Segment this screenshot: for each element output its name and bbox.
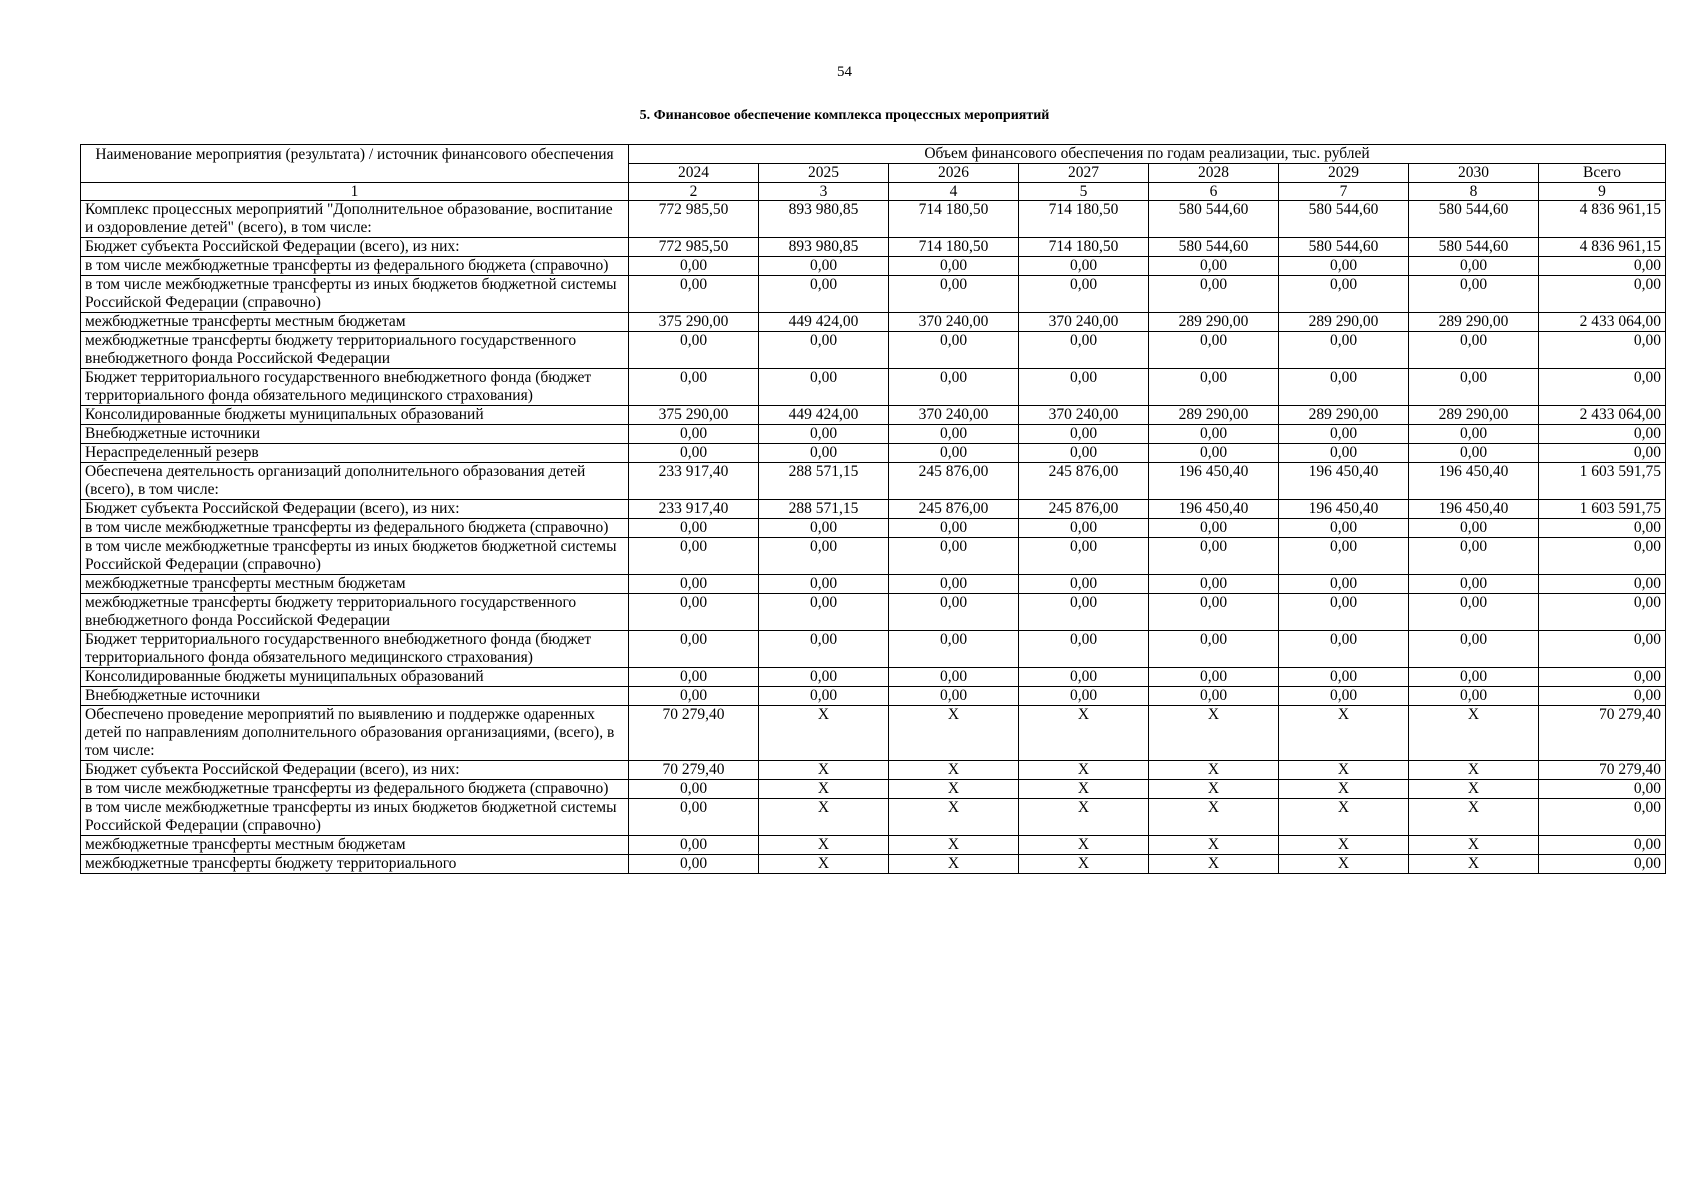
table-row: [81, 687, 1666, 706]
value-cell: 0,00: [1409, 668, 1539, 687]
value-cell: 0,00: [1409, 425, 1539, 444]
value-cell: 0,00: [1019, 594, 1149, 631]
index-cell: 2: [629, 183, 759, 201]
value-cell: X: [1149, 855, 1279, 874]
value-cell: 0,00: [1019, 668, 1149, 687]
total-value-cell: 0,00: [1539, 257, 1666, 276]
value-cell: 245 876,00: [889, 463, 1019, 500]
value-cell: 0,00: [759, 369, 889, 406]
year-header: 2028: [1149, 164, 1279, 183]
row-name-cell: в том числе межбюджетные трансферты из иных бюджетов бюджетной системы Российской Федерации (справочно): [81, 799, 629, 836]
value-cell: 196 450,40: [1149, 500, 1279, 519]
value-cell: 0,00: [759, 519, 889, 538]
value-cell: 0,00: [629, 444, 759, 463]
table-row: [81, 780, 1666, 799]
total-value-cell: 0,00: [1539, 575, 1666, 594]
value-cell: X: [1019, 836, 1149, 855]
row-name-cell: межбюджетные трансферты бюджету территориального: [81, 855, 629, 874]
value-cell: 580 544,60: [1279, 201, 1409, 238]
row-name-cell: межбюджетные трансферты местным бюджетам: [81, 836, 629, 855]
value-cell: 0,00: [1019, 257, 1149, 276]
value-cell: X: [889, 761, 1019, 780]
row-name-cell: Комплекс процессных мероприятий "Дополнительное образование, воспитание и оздоровление детей" (всего), в том числе:: [81, 201, 629, 238]
value-cell: X: [1279, 706, 1409, 761]
value-cell: 0,00: [1149, 444, 1279, 463]
value-cell: X: [1279, 799, 1409, 836]
value-cell: 375 290,00: [629, 313, 759, 332]
value-cell: X: [1019, 706, 1149, 761]
value-cell: X: [1019, 799, 1149, 836]
total-value-cell: 4 836 961,15: [1539, 201, 1666, 238]
total-value-cell: 0,00: [1539, 836, 1666, 855]
value-cell: 289 290,00: [1409, 313, 1539, 332]
value-cell: 0,00: [1149, 425, 1279, 444]
value-cell: 370 240,00: [1019, 406, 1149, 425]
total-value-cell: 70 279,40: [1539, 761, 1666, 780]
value-cell: 0,00: [889, 631, 1019, 668]
value-cell: 0,00: [629, 257, 759, 276]
value-cell: 0,00: [1279, 631, 1409, 668]
value-cell: 0,00: [1279, 594, 1409, 631]
financial-table: [80, 144, 1666, 874]
value-cell: 580 544,60: [1149, 238, 1279, 257]
value-cell: 0,00: [1019, 687, 1149, 706]
table-row: [81, 444, 1666, 463]
table-row: [81, 575, 1666, 594]
total-value-cell: 0,00: [1539, 519, 1666, 538]
value-cell: 0,00: [629, 799, 759, 836]
value-cell: 196 450,40: [1279, 500, 1409, 519]
row-name-cell: Бюджет субъекта Российской Федерации (всего), из них:: [81, 500, 629, 519]
value-cell: X: [1409, 761, 1539, 780]
total-value-cell: 1 603 591,75: [1539, 463, 1666, 500]
value-cell: 0,00: [629, 855, 759, 874]
value-cell: 0,00: [1279, 425, 1409, 444]
value-cell: X: [889, 780, 1019, 799]
value-cell: 580 544,60: [1149, 201, 1279, 238]
value-cell: 196 450,40: [1409, 500, 1539, 519]
value-cell: 0,00: [1149, 594, 1279, 631]
value-cell: X: [1409, 799, 1539, 836]
table-row: [81, 463, 1666, 500]
total-value-cell: 4 836 961,15: [1539, 238, 1666, 257]
total-value-cell: 2 433 064,00: [1539, 313, 1666, 332]
table-row: [81, 238, 1666, 257]
table-row: [81, 706, 1666, 761]
value-cell: 70 279,40: [629, 706, 759, 761]
table-row: [81, 425, 1666, 444]
row-name-cell: Внебюджетные источники: [81, 687, 629, 706]
table-row: [81, 519, 1666, 538]
row-name-cell: Обеспечена деятельность организаций дополнительного образования детей (всего), в том числе:: [81, 463, 629, 500]
value-cell: 0,00: [1149, 668, 1279, 687]
index-cell: 5: [1019, 183, 1149, 201]
table-row: [81, 369, 1666, 406]
index-cell: 7: [1279, 183, 1409, 201]
page-title: 5. Финансовое обеспечение комплекса процессных мероприятий: [639, 108, 1050, 123]
value-cell: 714 180,50: [1019, 238, 1149, 257]
table-row: [81, 836, 1666, 855]
total-value-cell: 0,00: [1539, 425, 1666, 444]
year-header: 2025: [759, 164, 889, 183]
value-cell: 0,00: [1149, 687, 1279, 706]
value-cell: 0,00: [1019, 369, 1149, 406]
value-cell: 0,00: [1409, 687, 1539, 706]
value-cell: 0,00: [1279, 257, 1409, 276]
value-cell: 0,00: [1409, 594, 1539, 631]
value-cell: 0,00: [889, 538, 1019, 575]
value-cell: X: [1409, 836, 1539, 855]
value-cell: 0,00: [1149, 575, 1279, 594]
total-value-cell: 0,00: [1539, 780, 1666, 799]
value-cell: X: [759, 761, 889, 780]
value-cell: 0,00: [629, 332, 759, 369]
index-cell: 1: [81, 183, 629, 201]
value-cell: 233 917,40: [629, 500, 759, 519]
value-cell: 0,00: [759, 631, 889, 668]
table-row: [81, 538, 1666, 575]
value-cell: 245 876,00: [1019, 463, 1149, 500]
table-row: [81, 594, 1666, 631]
row-name-cell: в том числе межбюджетные трансферты из федерального бюджета (справочно): [81, 519, 629, 538]
value-cell: 0,00: [1409, 276, 1539, 313]
value-cell: 0,00: [1409, 444, 1539, 463]
value-cell: X: [1279, 761, 1409, 780]
value-cell: 0,00: [759, 594, 889, 631]
index-cell: 6: [1149, 183, 1279, 201]
value-cell: 0,00: [759, 276, 889, 313]
value-cell: 0,00: [629, 668, 759, 687]
value-cell: 196 450,40: [1279, 463, 1409, 500]
value-cell: 288 571,15: [759, 500, 889, 519]
value-cell: 0,00: [1279, 276, 1409, 313]
value-cell: 0,00: [889, 257, 1019, 276]
value-cell: X: [1019, 761, 1149, 780]
total-value-cell: 0,00: [1539, 332, 1666, 369]
row-name-cell: Консолидированные бюджеты муниципальных образований: [81, 668, 629, 687]
value-cell: 0,00: [1019, 631, 1149, 668]
value-cell: 0,00: [1409, 519, 1539, 538]
value-cell: 0,00: [1279, 332, 1409, 369]
value-cell: 0,00: [1279, 668, 1409, 687]
value-cell: 893 980,85: [759, 238, 889, 257]
value-cell: 0,00: [889, 519, 1019, 538]
name-column-header: Наименование мероприятия (результата) / источник финансового обеспечения: [81, 145, 629, 183]
value-cell: X: [1149, 780, 1279, 799]
value-cell: X: [1019, 855, 1149, 874]
value-cell: 288 571,15: [759, 463, 889, 500]
table-row: [81, 799, 1666, 836]
value-cell: 0,00: [629, 687, 759, 706]
total-value-cell: 0,00: [1539, 276, 1666, 313]
value-cell: 0,00: [889, 332, 1019, 369]
value-cell: 0,00: [889, 575, 1019, 594]
table-row: [81, 855, 1666, 874]
index-cell: 8: [1409, 183, 1539, 201]
index-cell: 4: [889, 183, 1019, 201]
value-cell: X: [1149, 706, 1279, 761]
value-cell: 0,00: [1149, 369, 1279, 406]
value-cell: 0,00: [1019, 276, 1149, 313]
value-cell: 0,00: [889, 444, 1019, 463]
value-cell: 70 279,40: [629, 761, 759, 780]
value-cell: 0,00: [629, 276, 759, 313]
value-cell: 580 544,60: [1409, 201, 1539, 238]
value-cell: 0,00: [1279, 687, 1409, 706]
value-cell: 772 985,50: [629, 201, 759, 238]
value-cell: 233 917,40: [629, 463, 759, 500]
value-cell: X: [759, 836, 889, 855]
value-cell: 0,00: [1149, 257, 1279, 276]
value-cell: 0,00: [1279, 444, 1409, 463]
value-cell: X: [1279, 855, 1409, 874]
value-cell: 0,00: [1019, 444, 1149, 463]
value-cell: 0,00: [889, 594, 1019, 631]
row-name-cell: межбюджетные трансферты местным бюджетам: [81, 313, 629, 332]
value-cell: X: [1409, 706, 1539, 761]
value-cell: 196 450,40: [1409, 463, 1539, 500]
value-cell: 0,00: [759, 538, 889, 575]
value-cell: 245 876,00: [1019, 500, 1149, 519]
row-name-cell: в том числе межбюджетные трансферты из федерального бюджета (справочно): [81, 257, 629, 276]
table-row: [81, 631, 1666, 668]
value-cell: 0,00: [1019, 332, 1149, 369]
table-row: [81, 257, 1666, 276]
year-header: 2024: [629, 164, 759, 183]
value-cell: 449 424,00: [759, 406, 889, 425]
value-cell: 370 240,00: [1019, 313, 1149, 332]
row-name-cell: Обеспечено проведение мероприятий по выявлению и поддержке одаренных детей по направлениям дополнительного образования организациями, (всего), в том числе:: [81, 706, 629, 761]
value-cell: 0,00: [1409, 575, 1539, 594]
total-value-cell: 1 603 591,75: [1539, 500, 1666, 519]
value-cell: X: [1019, 780, 1149, 799]
value-cell: 580 544,60: [1279, 238, 1409, 257]
value-cell: X: [1279, 836, 1409, 855]
value-cell: 0,00: [1019, 575, 1149, 594]
value-cell: 0,00: [759, 425, 889, 444]
total-value-cell: 0,00: [1539, 631, 1666, 668]
value-cell: X: [1149, 836, 1279, 855]
value-cell: X: [1279, 780, 1409, 799]
value-cell: 289 290,00: [1409, 406, 1539, 425]
index-cell: 3: [759, 183, 889, 201]
value-cell: X: [1149, 799, 1279, 836]
value-cell: 289 290,00: [1279, 406, 1409, 425]
row-name-cell: в том числе межбюджетные трансферты из иных бюджетов бюджетной системы Российской Федерации (справочно): [81, 276, 629, 313]
value-cell: 0,00: [1149, 631, 1279, 668]
value-cell: X: [759, 855, 889, 874]
table-row: [81, 332, 1666, 369]
value-cell: 0,00: [1019, 538, 1149, 575]
table-row: [81, 500, 1666, 519]
volume-column-header: Объем финансового обеспечения по годам реализации, тыс. рублей: [629, 145, 1666, 164]
value-cell: 0,00: [759, 444, 889, 463]
total-value-cell: 70 279,40: [1539, 706, 1666, 761]
value-cell: 714 180,50: [1019, 201, 1149, 238]
value-cell: X: [759, 706, 889, 761]
value-cell: X: [889, 799, 1019, 836]
value-cell: 0,00: [889, 369, 1019, 406]
row-name-cell: Бюджет субъекта Российской Федерации (всего), из них:: [81, 761, 629, 780]
index-row: [81, 183, 1666, 201]
value-cell: X: [1409, 855, 1539, 874]
value-cell: 289 290,00: [1149, 313, 1279, 332]
value-cell: 370 240,00: [889, 406, 1019, 425]
value-cell: 0,00: [629, 631, 759, 668]
value-cell: 0,00: [1409, 332, 1539, 369]
value-cell: 0,00: [629, 425, 759, 444]
total-value-cell: 0,00: [1539, 444, 1666, 463]
value-cell: 0,00: [1279, 519, 1409, 538]
value-cell: 0,00: [1019, 425, 1149, 444]
value-cell: 0,00: [1279, 369, 1409, 406]
row-name-cell: Нераспределенный резерв: [81, 444, 629, 463]
value-cell: 245 876,00: [889, 500, 1019, 519]
value-cell: 0,00: [1149, 332, 1279, 369]
value-cell: 0,00: [629, 594, 759, 631]
year-header: 2029: [1279, 164, 1409, 183]
value-cell: 0,00: [629, 538, 759, 575]
row-name-cell: в том числе межбюджетные трансферты из федерального бюджета (справочно): [81, 780, 629, 799]
value-cell: 0,00: [759, 687, 889, 706]
year-header: 2030: [1409, 164, 1539, 183]
value-cell: X: [1409, 780, 1539, 799]
value-cell: 289 290,00: [1149, 406, 1279, 425]
value-cell: X: [759, 780, 889, 799]
value-cell: 449 424,00: [759, 313, 889, 332]
total-value-cell: 0,00: [1539, 855, 1666, 874]
value-cell: X: [1149, 761, 1279, 780]
total-value-cell: 2 433 064,00: [1539, 406, 1666, 425]
year-header: 2026: [889, 164, 1019, 183]
index-cell: 9: [1539, 183, 1666, 201]
value-cell: 0,00: [629, 780, 759, 799]
value-cell: 0,00: [759, 257, 889, 276]
value-cell: 0,00: [629, 575, 759, 594]
table-row: [81, 761, 1666, 780]
value-cell: X: [889, 855, 1019, 874]
total-header: Всего: [1539, 164, 1666, 183]
value-cell: 0,00: [1149, 519, 1279, 538]
value-cell: 0,00: [889, 668, 1019, 687]
value-cell: 0,00: [889, 276, 1019, 313]
total-value-cell: 0,00: [1539, 538, 1666, 575]
total-value-cell: 0,00: [1539, 369, 1666, 406]
value-cell: 375 290,00: [629, 406, 759, 425]
value-cell: 0,00: [629, 519, 759, 538]
value-cell: 0,00: [1279, 575, 1409, 594]
value-cell: 0,00: [1409, 257, 1539, 276]
total-value-cell: 0,00: [1539, 687, 1666, 706]
row-name-cell: Бюджет территориального государственного внебюджетного фонда (бюджет территориального фонда обязательного медицинского страхования): [81, 369, 629, 406]
row-name-cell: в том числе межбюджетные трансферты из иных бюджетов бюджетной системы Российской Федерации (справочно): [81, 538, 629, 575]
table-row: [81, 668, 1666, 687]
year-header: 2027: [1019, 164, 1149, 183]
header-row: [81, 145, 1666, 164]
value-cell: 0,00: [629, 836, 759, 855]
value-cell: 772 985,50: [629, 238, 759, 257]
total-value-cell: 0,00: [1539, 668, 1666, 687]
value-cell: 289 290,00: [1279, 313, 1409, 332]
value-cell: 0,00: [1149, 538, 1279, 575]
value-cell: 0,00: [1149, 276, 1279, 313]
value-cell: 0,00: [1409, 631, 1539, 668]
value-cell: 893 980,85: [759, 201, 889, 238]
value-cell: 0,00: [759, 575, 889, 594]
total-value-cell: 0,00: [1539, 799, 1666, 836]
page-number: 54: [837, 64, 852, 80]
row-name-cell: Внебюджетные источники: [81, 425, 629, 444]
table-row: [81, 313, 1666, 332]
row-name-cell: межбюджетные трансферты бюджету территориального государственного внебюджетного фонда Российской Федерации: [81, 332, 629, 369]
table-row: [81, 276, 1666, 313]
row-name-cell: Бюджет субъекта Российской Федерации (всего), из них:: [81, 238, 629, 257]
row-name-cell: Бюджет территориального государственного внебюджетного фонда (бюджет территориального фонда обязательного медицинского страхования): [81, 631, 629, 668]
value-cell: 0,00: [889, 425, 1019, 444]
value-cell: 0,00: [759, 668, 889, 687]
value-cell: 0,00: [1019, 519, 1149, 538]
value-cell: X: [759, 799, 889, 836]
row-name-cell: Консолидированные бюджеты муниципальных образований: [81, 406, 629, 425]
value-cell: 580 544,60: [1409, 238, 1539, 257]
value-cell: X: [889, 706, 1019, 761]
total-value-cell: 0,00: [1539, 594, 1666, 631]
row-name-cell: межбюджетные трансферты местным бюджетам: [81, 575, 629, 594]
row-name-cell: межбюджетные трансферты бюджету территориального государственного внебюджетного фонда Российской Федерации: [81, 594, 629, 631]
value-cell: X: [889, 836, 1019, 855]
table-row: [81, 406, 1666, 425]
value-cell: 0,00: [629, 369, 759, 406]
value-cell: 370 240,00: [889, 313, 1019, 332]
value-cell: 196 450,40: [1149, 463, 1279, 500]
table-row: [81, 201, 1666, 238]
value-cell: 0,00: [759, 332, 889, 369]
value-cell: 0,00: [1409, 538, 1539, 575]
value-cell: 714 180,50: [889, 238, 1019, 257]
value-cell: 0,00: [1279, 538, 1409, 575]
value-cell: 0,00: [889, 687, 1019, 706]
value-cell: 0,00: [1409, 369, 1539, 406]
value-cell: 714 180,50: [889, 201, 1019, 238]
